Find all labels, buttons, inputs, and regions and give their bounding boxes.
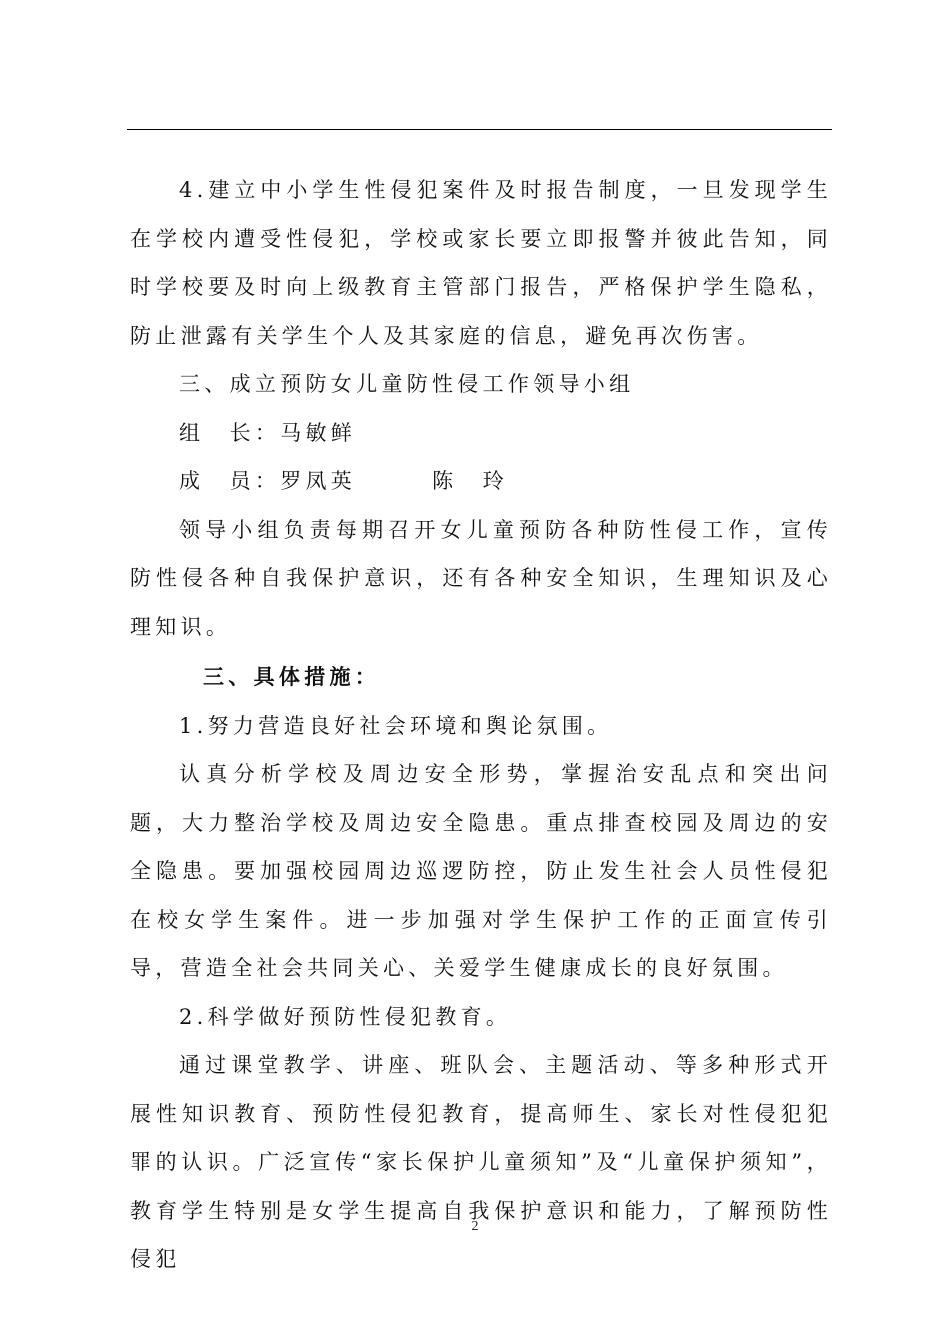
document-body xyxy=(130,166,832,1284)
measure-title: 2.科学做好预防性侵犯教育。 xyxy=(179,1004,512,1029)
leader-label: 组 长： xyxy=(179,420,281,445)
members-label: 成 员： xyxy=(179,469,281,493)
paragraph-group-duties: 领导小组负责每期召开女儿童预防各种防性侵工作，宣传防性侵各种自我保护意识，还有各种安全知识，生理知识及心理知识。 xyxy=(130,517,832,639)
member-name: 罗凤英 xyxy=(280,469,357,493)
leader-name: 马敏鲜 xyxy=(280,420,357,445)
leader-line xyxy=(130,409,832,458)
paragraph-report-system: 4.建立中小学生性侵犯案件及时报告制度，一旦发现学生在学校内遭受性侵犯，学校或家长要立即报警并彼此告知，同时学校要及时向上级教育主管部门报告，严格保护学生隐私，防止泄露有关学生个人及其家庭的信息，避免再次伤害。 xyxy=(130,178,832,348)
paragraph-leadership-group-heading: 三、成立预防女儿童防性侵工作领导小组 xyxy=(179,372,635,396)
member-name: 陈 玲 xyxy=(432,469,509,493)
section-heading-measures: 三、具体措施： xyxy=(203,664,381,689)
page-number: 2 xyxy=(471,1219,479,1234)
members-line xyxy=(130,457,832,506)
measure-body: 通过课堂教学、讲座、班队会、主题活动、等多种形式开展性知识教育、预防性侵犯教育，提高师生、家长对性侵犯犯罪的认识。广泛宣传“家长保护儿童须知”及“儿童保护须知”，教育学生特别是女学生提高自我保护意识和能力，了解预防性侵犯 xyxy=(130,1053,832,1271)
measure-body: 认真分析学校及周边安全形势，掌握治安乱点和突出问题，大力整治学校及周边安全隐患。重点排查校园及周边的安全隐患。要加强校园周边巡逻防控，防止发生社会人员性侵犯在校女学生案件。进一步加强对学生保护工作的正面宣传引导，营造全社会共同关心、关爱学生健康成长的良好氛围。 xyxy=(130,762,832,980)
header-rule xyxy=(127,129,832,130)
measure-title: 1.努力营造良好社会环境和舆论氛围。 xyxy=(179,713,613,738)
